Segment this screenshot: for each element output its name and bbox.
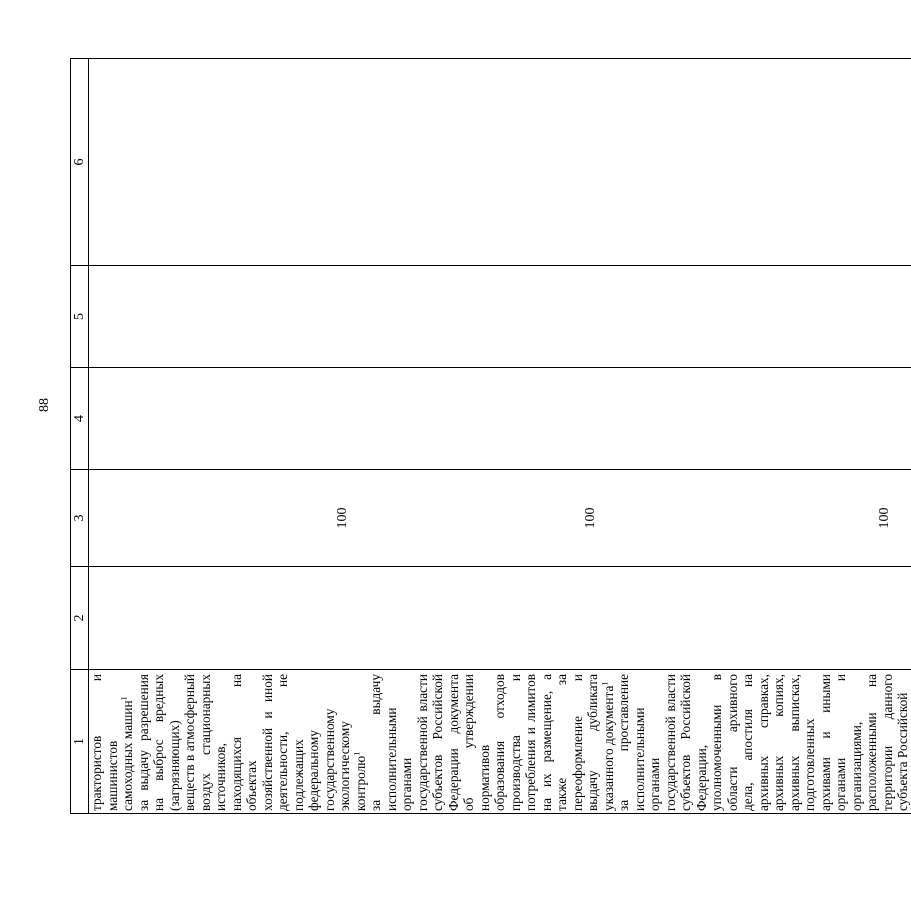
column-header: 4 (71, 368, 89, 470)
row-text: за выдачу исполнительными органами государственной власти субъектов Российской Федерации документа об утверждении нормативов образования отходов производства и потребления и лимитов на их размещение, а также за переоформление и выдачу дубликата указанного документа (368, 674, 616, 811)
rate-value: 100 (877, 507, 892, 529)
empty-cell (616, 368, 911, 470)
row-text: за выдачу разрешения на выброс вредных (загрязняющих) веществ в атмосферный воздух стационарных источников, находящихся на объектах хозяйственной и иной деятельности, не подлежащих федеральному государственному экологическому контролю (135, 674, 368, 811)
empty-cell (89, 59, 136, 266)
empty-cell (616, 266, 911, 368)
description-cell (368, 670, 616, 814)
empty-cell (136, 567, 369, 670)
rate-cell (616, 470, 911, 567)
rate-cell (136, 470, 369, 567)
rate-value: 100 (582, 507, 598, 529)
column-header: 1 (71, 670, 89, 814)
empty-cell (136, 59, 369, 266)
rate-cell (89, 470, 136, 567)
description-cell (89, 670, 136, 814)
empty-cell (368, 567, 616, 670)
table-row (89, 59, 136, 814)
empty-cell (368, 59, 616, 266)
table-row (368, 59, 616, 814)
empty-cell (89, 266, 136, 368)
page-number: 88 (37, 398, 52, 412)
table-row (616, 59, 911, 814)
column-header: 3 (71, 470, 89, 567)
column-header: 5 (71, 266, 89, 368)
empty-cell (89, 368, 136, 470)
empty-cell (368, 266, 616, 368)
footnote-mark: 1 (352, 751, 362, 756)
description-cell (616, 670, 911, 814)
description-cell (136, 670, 369, 814)
row-text: трактористов и машинистов самоходных машин (89, 674, 135, 811)
rate-value: 100 (334, 507, 350, 529)
column-header: 6 (71, 59, 89, 266)
column-header: 2 (71, 567, 89, 670)
rate-cell (368, 470, 616, 567)
fee-table (70, 58, 911, 814)
empty-cell (136, 368, 369, 470)
table-header (71, 59, 89, 814)
empty-cell (368, 368, 616, 470)
empty-cell (616, 59, 911, 266)
empty-cell (89, 567, 136, 670)
table-row (136, 59, 369, 814)
empty-cell (616, 567, 911, 670)
footnote-mark: 1 (119, 696, 129, 701)
footnote-mark: 1 (600, 681, 610, 686)
empty-cell (136, 266, 369, 368)
row-text: за проставление исполнительными органами государственной власти субъектов Российской Федерации, уполномоченными в области архивного дела, апостиля на архивных справках, архивных копиях, архивных выписках, подготовленных архивами и иными органами и организациями, расположенными на территории данного субъекта Российской (616, 674, 910, 811)
